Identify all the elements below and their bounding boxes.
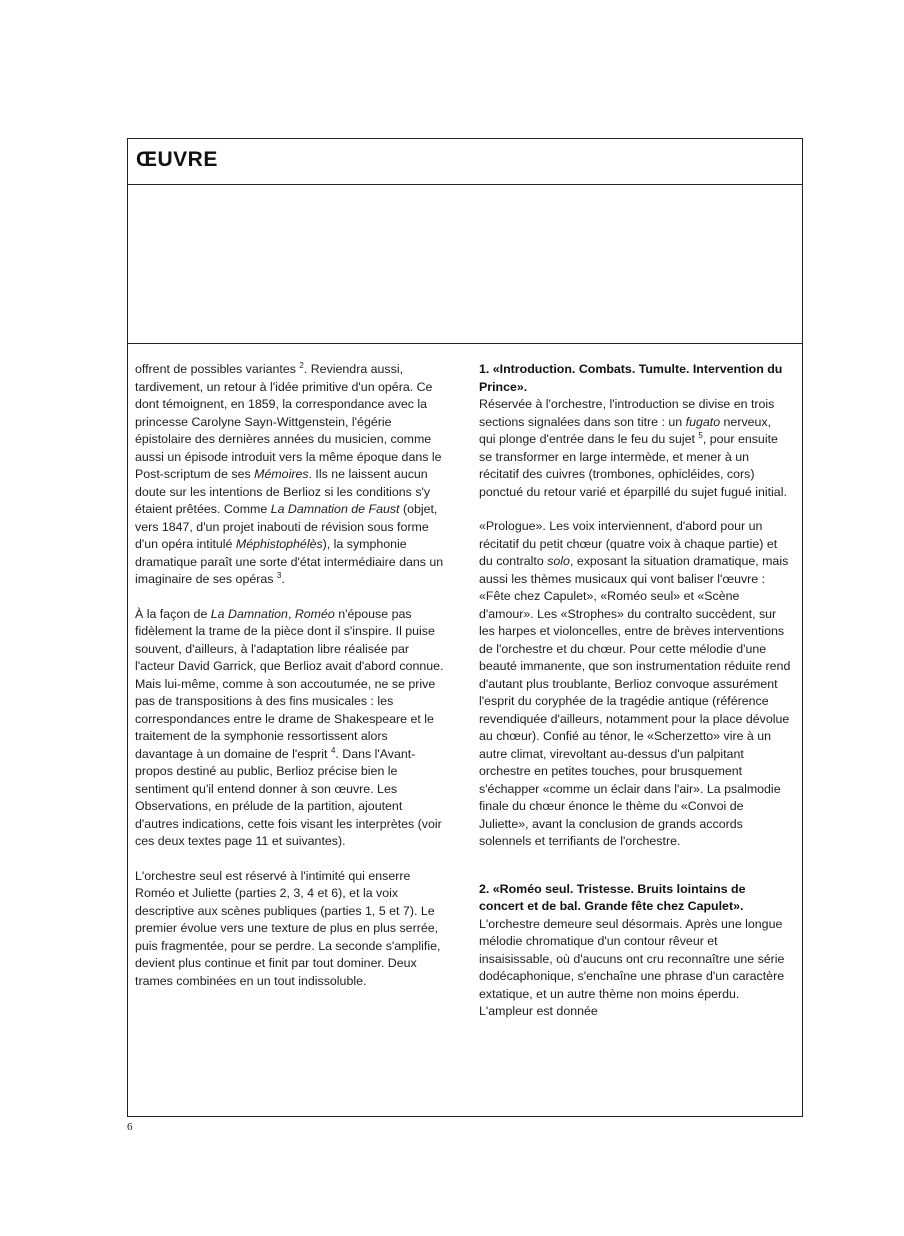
- content-frame: [127, 138, 803, 1117]
- text-run: nerveux, qui plonge d'entrée dans le feu du sujet: [479, 414, 772, 446]
- footnote-ref: 4: [330, 745, 336, 755]
- text-run: n'épouse pas fidèlement la trame de la pièce dont il s'inspire. Il puise souvent, d'ailleurs, à l'adaptation libre réalisée par l'acteur David Garrick, que Berlioz avait d'abord connue. Mais lui-même, comme à son accoutumée, ne se prive pas de transpositions à des fins musicales : les correspondances entre le drame de Shakespeare et le traitement de la symphonie ressortissent alors davantage à un domaine de l'esprit: [135, 606, 444, 761]
- page-number: 6: [127, 1121, 133, 1133]
- paragraph: [479, 518, 791, 851]
- paragraph: [135, 606, 447, 851]
- text-run: offrent de possibles variantes: [135, 362, 300, 376]
- section-heading: 1. «Introduction. Combats. Tumulte. Intervention du Prince».: [479, 362, 783, 394]
- right-column: [479, 361, 791, 1038]
- italic-title: Mémoires: [254, 467, 309, 481]
- text-run: .: [281, 572, 285, 586]
- text-run: , exposant la situation dramatique, mais aussi les thèmes musicaux qui vont baliser l'œuvre : «Fête chez Capulet», «Roméo seul» et «Scène d'amour». Les «Strophes» du contralto succèdent, sur les harpes et violoncelles, entre de brèves interventions de l'orchestre et du chœur. Pour cette mélodie d'une beauté immanente, que son instrumentation réduite rend d'autant plus troublante, Berlioz convoque assurément l'esprit du coryphée de la tragédie antique (référence revendiquée d'ailleurs, notamment pour la place dévolue au chœur). Confié au ténor, le «Scherzetto» vire à un autre climat, virevoltant au-dessus d'un palpitant orchestre en petites touches, pour brusquement s'échapper «comme un éclair dans l'air». La psalmodie finale du chœur énonce le thème du «Convoi de Juliette», avant la conclusion de grands accords solennels et terrifiants de l'orchestre.: [479, 554, 791, 848]
- text-run: . Reviendra aussi, tardivement, un retour à l'idée primitive d'un opéra. Ce dont témoignent, en 1859, la correspondance avec la princesse Carolyne Sayn-Wittgenstein, l'égérie épistolaire des dernières années du musicien, comme aussi un épisode introduit vers la même époque dans le Post-scriptum de ses: [135, 362, 442, 481]
- italic-title: Méphistophélès: [235, 537, 323, 551]
- footnote-ref: 2: [299, 360, 304, 370]
- paragraph: L'orchestre seul est réservé à l'intimité qui enserre Roméo et Juliette (parties 2, 3, 4 et 6), et la voix descriptive aux scènes publiques (parties 1, 5 et 7). Le premier évolue vers une texture de plus en plus serrée, puis fragmentée, pour se perdre. La seconde s'amplifie, devient plus continue et finit par tout dominer. Deux trames combinées en un tout indissoluble.: [135, 868, 441, 988]
- paragraph: L'orchestre demeure seul désormais. Après une longue mélodie chromatique d'un contour rêveur et insaisissable, où d'aucuns ont cru reconnaître une série dodécaphonique, s'enchaîne une phrase d'un caractère extatique, et un autre thème non moins éperdu. L'ampleur est donnée: [479, 916, 785, 1018]
- blank-banner-area: [128, 185, 802, 344]
- italic-title: Roméo: [294, 606, 335, 621]
- section-title: ŒUVRE: [136, 148, 218, 171]
- text-run: . Dans l'Avant-propos destiné au public, Berlioz précise bien le sentiment qu'il entend donner à son œuvre. Les Observations, en prélude de la partition, ajoutent d'autres indications, cette fois visant les interprètes (voir ces deux textes page 11 et suivantes).: [135, 746, 442, 848]
- left-column: [135, 361, 447, 1007]
- text-run: «Prologue». Les voix interviennent, d'abord pour un récitatif du petit chœur (quatre voix à chaque partie) et du contralto: [479, 519, 778, 568]
- footnote-ref: 3: [276, 570, 282, 580]
- italic-title: La Damnation de Faust: [270, 502, 400, 516]
- text-run: (objet, vers 1847, d'un projet inabouti de révision sous forme d'un opéra intitulé: [135, 502, 438, 551]
- text-run: Réservée à l'orchestre, l'introduction se divise en trois sections signalées dans son titre : un: [479, 397, 775, 429]
- italic-term: fugato: [685, 414, 721, 429]
- italic-title: La Damnation: [210, 606, 288, 621]
- italic-term: solo: [547, 554, 570, 568]
- text-run: ,: [287, 606, 295, 621]
- text-run: ), la symphonie dramatique paraît une sorte d'état intermédiaire dans un imaginaire de ses opéras: [135, 537, 444, 586]
- paragraph: [479, 396, 791, 501]
- title-bar: [128, 139, 802, 185]
- section-heading: 2. «Roméo seul. Tristesse. Bruits lointains de concert et de bal. Grande fête chez Capulet».: [479, 881, 746, 913]
- text-run: À la façon de: [135, 606, 211, 621]
- text-run: . Ils ne laissent aucun doute sur les intentions de Berlioz si les conditions s'y étaient prêtées. Comme: [135, 467, 431, 516]
- paragraph: [135, 361, 447, 589]
- footnote-ref: 5: [698, 430, 703, 440]
- text-run: , pour ensuite se transformer en large intermède, et mener à un récitatif des cuivres (trombones, ophicléides, cors) ponctué du retour varié et éparpillé du sujet fugué initial.: [479, 432, 787, 499]
